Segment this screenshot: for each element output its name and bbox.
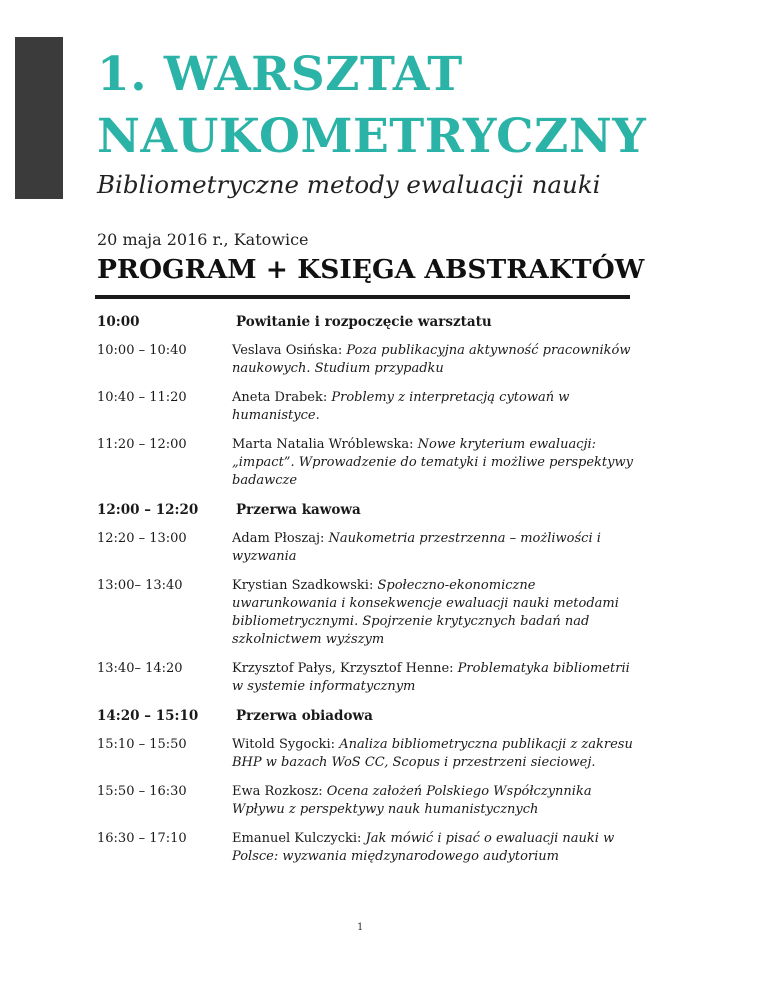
talk-title: Nowe kryterium ewaluacji: „impact”. Wprowadzenie do tematyki i możliwe perspektywy badawcze [232,437,633,488]
page-number: 1 [357,922,364,933]
schedule-row [97,342,637,378]
speaker-name: Veslava Osińska: [232,343,347,358]
schedule-break-row [97,501,637,519]
speaker-name: Krystian Szadkowski: [232,578,378,593]
schedule-time: 12:00 – 12:20 [97,502,199,518]
schedule-description [232,783,637,819]
schedule-time: 14:20 – 15:10 [97,708,199,724]
schedule-description [232,389,637,425]
schedule-row [97,830,637,866]
program-heading: PROGRAM + KSIĘGA ABSTRAKTÓW [97,254,645,285]
talk-title: Problemy z interpretacją cytowań w humanistyce. [232,390,570,423]
schedule-description: Przerwa obiadowa [236,708,373,724]
speaker-name: Aneta Drabek: [232,390,332,405]
schedule-description [232,342,637,378]
schedule-description [232,577,637,649]
title-line-2: NAUKOMETRYCZNY [97,109,647,164]
schedule-row [97,436,637,490]
decorative-side-bar [15,37,63,199]
date-place: 20 maja 2016 r., Katowice [97,230,309,249]
schedule-row [97,530,637,566]
schedule-list [97,313,637,877]
schedule-row [97,783,637,819]
subtitle: Bibliometryczne metody ewaluacji nauki [97,170,601,199]
schedule-break-row [97,707,637,725]
talk-title: Problematyka bibliometrii w systemie informatycznym [232,661,630,694]
speaker-name: Emanuel Kulczycki: [232,831,366,846]
talk-title: Jak mówić i pisać o ewaluacji nauki w Polsce: wyzwania międzynarodowego audytorium [232,831,615,864]
schedule-time: 12:20 – 13:00 [97,531,187,546]
schedule-description: Powitanie i rozpoczęcie warsztatu [236,314,492,330]
title-line-1: 1. WARSZTAT [97,47,463,102]
schedule-time: 13:40– 14:20 [97,661,183,676]
schedule-description [232,436,637,490]
speaker-name: Adam Płoszaj: [232,531,329,546]
schedule-description [232,830,637,866]
schedule-break-row [97,313,637,331]
speaker-name: Krzysztof Pałys, Krzysztof Henne: [232,661,458,676]
schedule-time: 16:30 – 17:10 [97,831,187,846]
talk-title: Poza publikacyjna aktywność pracowników naukowych. Studium przypadku [232,343,631,376]
speaker-name: Ewa Rozkosz: [232,784,327,799]
schedule-description: Przerwa kawowa [236,502,361,518]
schedule-time: 10:40 – 11:20 [97,390,187,405]
schedule-time: 15:50 – 16:30 [97,784,187,799]
talk-title: Społeczno-ekonomiczne uwarunkowania i konsekwencje ewaluacji nauki metodami bibliometrycznymi. Spojrzenie krytycznych badań nad szkolnictwem wyższym [232,578,619,647]
schedule-row [97,577,637,649]
schedule-time: 11:20 – 12:00 [97,437,187,452]
schedule-description [232,660,637,696]
talk-title: Ocena założeń Polskiego Współczynnika Wpływu z perspektywy nauk humanistycznych [232,784,592,817]
schedule-description [232,530,637,566]
heading-rule [95,295,630,299]
speaker-name: Witold Sygocki: [232,737,340,752]
speaker-name: Marta Natalia Wróblewska: [232,437,418,452]
schedule-time: 15:10 – 15:50 [97,737,187,752]
schedule-time: 13:00– 13:40 [97,578,183,593]
schedule-time: 10:00 [97,314,140,330]
schedule-row [97,660,637,696]
schedule-description [232,736,637,772]
schedule-row [97,389,637,425]
talk-title: Analiza bibliometryczna publikacji z zakresu BHP w bazach WoS CC, Scopus i przestrzeni sieciowej. [232,737,633,770]
schedule-time: 10:00 – 10:40 [97,343,187,358]
schedule-row [97,736,637,772]
page-title [97,44,646,168]
talk-title: Naukometria przestrzenna – możliwości i wyzwania [232,531,601,564]
